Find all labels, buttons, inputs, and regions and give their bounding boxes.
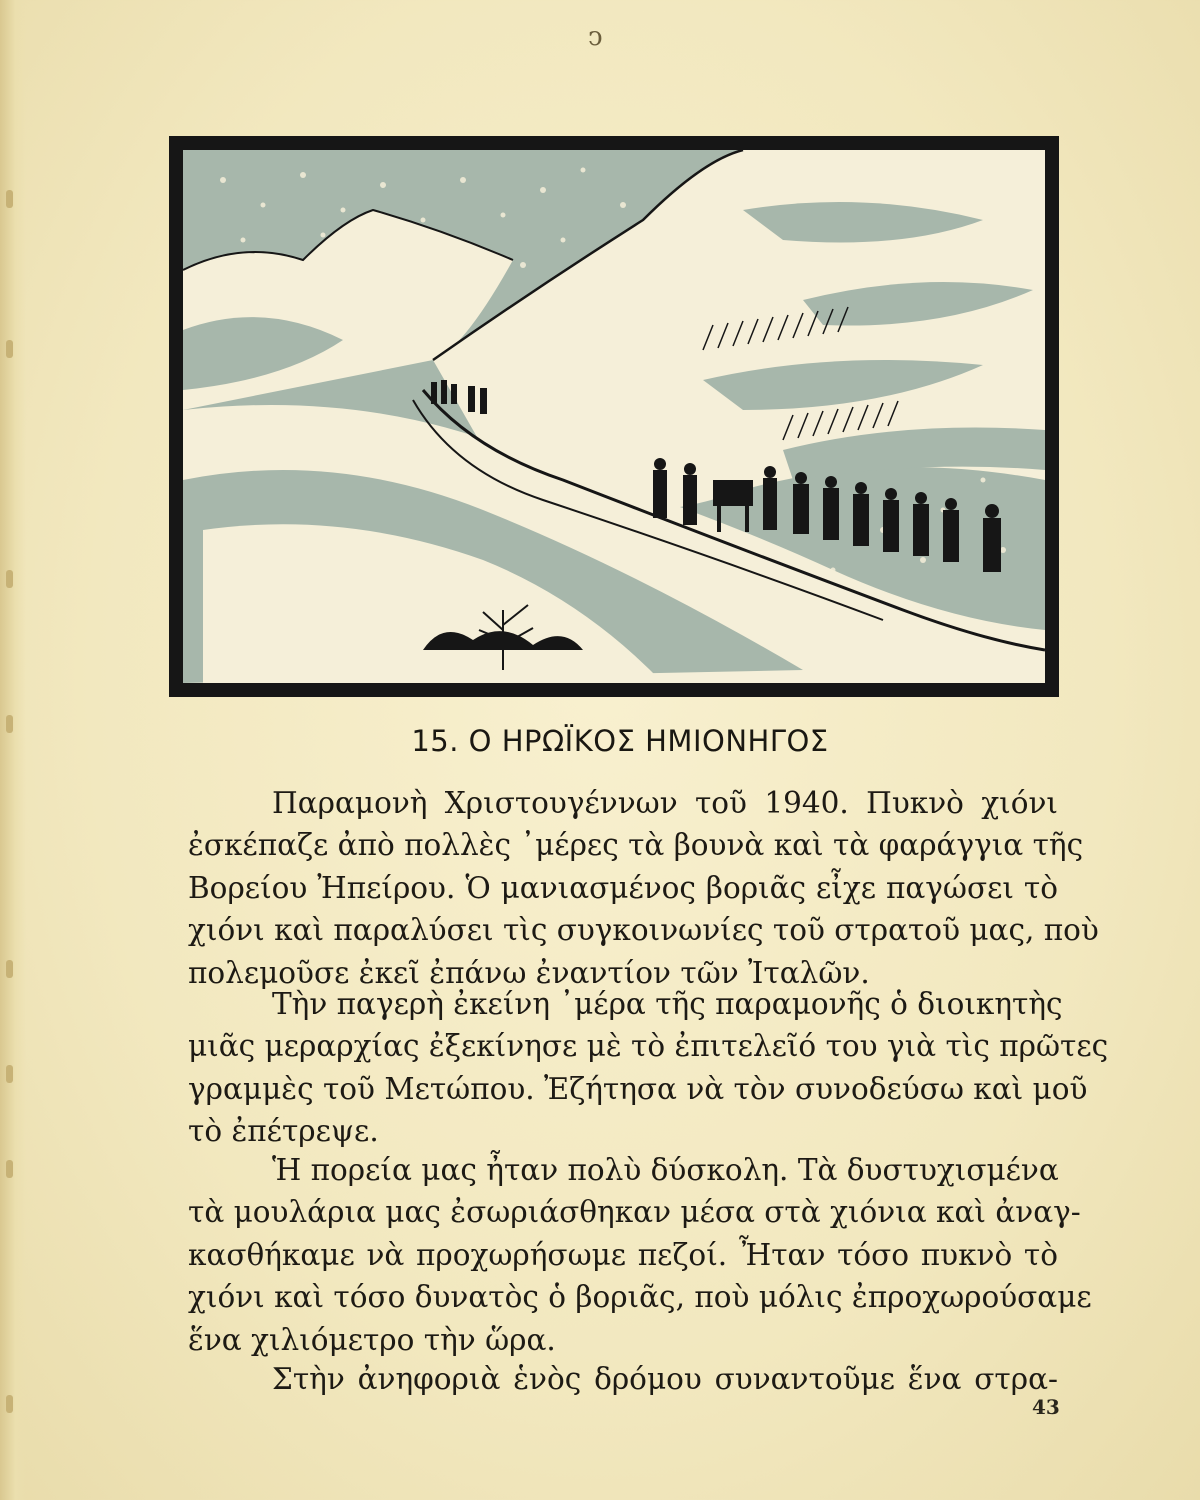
text-line: χιόνι καὶ τόσο δυνατὸς ὁ βοριᾶς, ποὺ μόλις ἐπροχωρούσαμε (188, 1280, 1092, 1315)
text-line: Παραμονὴ Χριστουγέννων τοῦ 1940. Πυκνὸ χιόνι (272, 786, 1058, 820)
woodcut-illustration (169, 136, 1059, 697)
text-line: ἕνα χιλιόμετρο τὴν ὥρα. (188, 1322, 556, 1357)
text-line: τὸ ἐπέτρεψε. (188, 1114, 379, 1149)
paragraph-4 (188, 1358, 1058, 1400)
binding-stitch (6, 1065, 13, 1083)
woodcut-soldiers-mountain-icon (183, 150, 1045, 683)
binding-stitch (6, 340, 13, 358)
text-line: πολεμοῦσε ἐκεῖ ἐπάνω ἐναντίον τῶν Ἰταλῶν. (188, 955, 870, 990)
text-line: Ἡ πορεία μας ἦταν πολὺ δύσκολη. Τὰ δυστυχισμένα (272, 1153, 1059, 1187)
binding-stitch (6, 1160, 13, 1178)
binding-stitch (6, 1395, 13, 1413)
paragraph-3 (188, 1149, 1092, 1361)
text-line: Βορείου Ἠπείρου. Ὁ μανιασμένος βοριᾶς εἶχε παγώσει τὸ (188, 870, 1058, 905)
paragraph-2 (188, 983, 1109, 1153)
paragraph-1 (188, 782, 1099, 994)
binding-stitch (6, 190, 13, 208)
text-line: γραμμὲς τοῦ Μετώπου. Ἐζήτησα νὰ τὸν συνοδεύσω καὶ μοῦ (188, 1071, 1088, 1106)
text-line: Τὴν παγερὴ ἐκείνη ᾿μέρα τῆς παραμονῆς ὁ διοικητὴς (272, 987, 1063, 1021)
text-line: ἐσκέπαζε ἀπὸ πολλὲς ᾿μέρες τὰ βουνὰ καὶ τὰ φαράγγια τῆς (188, 828, 1084, 863)
text-line: Στὴν ἀνηφοριὰ ἑνὸς δρόμου συναντοῦμε ἕνα στρα- (272, 1362, 1058, 1396)
text-line: τὰ μουλάρια μας ἐσωριάσθηκαν μέσα στὰ χιόνια καὶ ἀναγ- (188, 1195, 1081, 1230)
binding-stitch (6, 570, 13, 588)
text-line: κασθήκαμε νὰ προχωρήσωμε πεζοί. Ἦταν τόσο πυκνὸ τὸ (188, 1237, 1058, 1272)
chapter-title: 15. Ο ΗΡΩΪΚΟΣ ΗΜΙΟΝΗΓΟΣ (411, 724, 829, 758)
text-line: χιόνι καὶ παραλύσει τὶς συγκοινωνίες τοῦ στρατοῦ μας, ποὺ (188, 913, 1099, 948)
binding-stitch (6, 960, 13, 978)
page-number: 43 (1032, 1395, 1060, 1419)
text-line: μιᾶς μεραρχίας ἐξεκίνησε μὲ τὸ ἐπιτελεῖό του γιὰ τὶς πρῶτες (188, 1029, 1109, 1064)
ink-mark: ↄ (588, 22, 603, 52)
